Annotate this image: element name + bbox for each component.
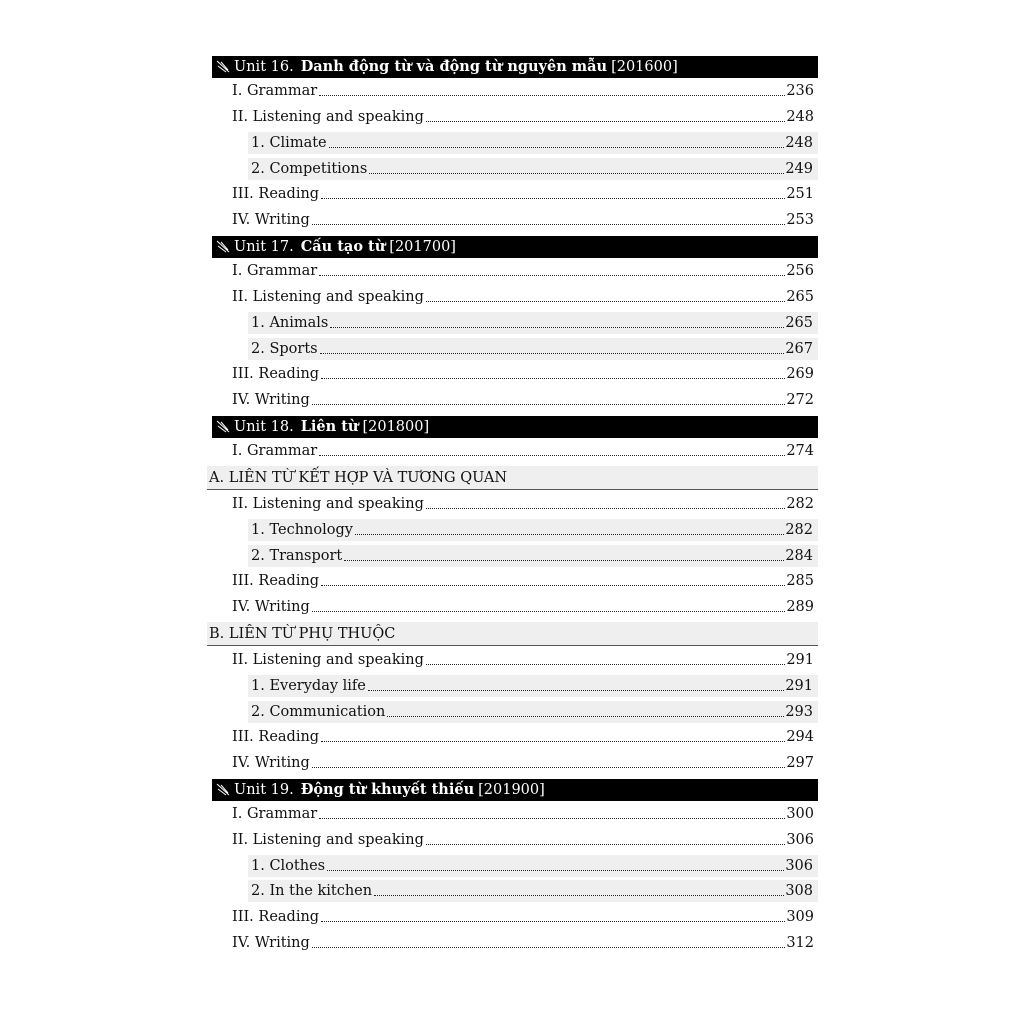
entry-label: 1. Everyday life: [251, 678, 366, 694]
dot-leader: [426, 301, 785, 302]
dot-leader: [319, 818, 785, 819]
toc-entry[interactable]: [232, 389, 814, 411]
quill-pen-icon: [216, 60, 230, 74]
dot-leader: [321, 585, 785, 586]
section-header: A. LIÊN TỪ KẾT HỢP VÀ TƯƠNG QUAN: [207, 466, 818, 490]
dot-leader: [327, 870, 784, 871]
page-number: 294: [786, 729, 814, 745]
dot-leader: [319, 275, 785, 276]
page-number: 274: [786, 443, 814, 459]
page-number: 306: [786, 832, 814, 848]
page-number: 312: [786, 935, 814, 951]
quill-pen-icon: [216, 240, 230, 254]
toc-subentry[interactable]: [248, 312, 818, 334]
toc-entry[interactable]: [232, 286, 814, 308]
dot-leader: [387, 716, 784, 717]
unit-code: [201900]: [478, 782, 545, 798]
unit-number: Unit 16.: [234, 59, 294, 75]
page-number: 300: [786, 806, 814, 822]
quill-pen-icon: [216, 783, 230, 797]
dot-leader: [312, 767, 786, 768]
page-number: 297: [786, 755, 814, 771]
entry-label: IV. Writing: [232, 935, 310, 951]
entry-label: II. Listening and speaking: [232, 832, 424, 848]
unit-header[interactable]: [212, 236, 818, 258]
page-number: 285: [786, 573, 814, 589]
page-number: 309: [786, 909, 814, 925]
dot-leader: [321, 741, 785, 742]
unit-code: [201800]: [362, 419, 430, 435]
toc-entry[interactable]: [232, 106, 814, 128]
dot-leader: [329, 147, 785, 148]
toc-entry[interactable]: [232, 570, 814, 592]
page-number: 248: [785, 135, 813, 151]
dot-leader: [321, 378, 785, 379]
page-number: 282: [786, 496, 814, 512]
unit-code: [201700]: [389, 239, 456, 255]
toc-entry[interactable]: [232, 752, 814, 774]
unit-header[interactable]: [212, 779, 818, 801]
dot-leader: [321, 921, 785, 922]
page-number: 289: [786, 599, 814, 615]
page-number: 293: [785, 704, 813, 720]
toc-entry[interactable]: [232, 829, 814, 851]
toc-entry[interactable]: [232, 493, 814, 515]
unit-number: Unit 19.: [234, 782, 294, 798]
section-header: B. LIÊN TỪ PHỤ THUỘC: [207, 622, 818, 646]
entry-label: I. Grammar: [232, 443, 318, 459]
page-number: 272: [786, 392, 814, 408]
entry-label: II. Listening and speaking: [232, 496, 424, 512]
dot-leader: [355, 534, 784, 535]
toc-subentry[interactable]: [248, 880, 818, 902]
page-number: 306: [785, 858, 813, 874]
entry-label: III. Reading: [232, 573, 320, 589]
unit-header[interactable]: [212, 416, 818, 438]
toc-subentry[interactable]: [248, 132, 818, 154]
dot-leader: [426, 844, 785, 845]
dot-leader: [320, 353, 785, 354]
toc-subentry[interactable]: [248, 338, 818, 360]
toc-entry[interactable]: [232, 649, 814, 671]
entry-label: 2. In the kitchen: [251, 883, 373, 899]
toc-entry[interactable]: [232, 363, 814, 385]
entry-label: I. Grammar: [232, 83, 318, 99]
entry-label: 1. Clothes: [251, 858, 326, 874]
toc-entry[interactable]: [232, 260, 814, 282]
entry-label: III. Reading: [232, 366, 320, 382]
unit-number: Unit 17.: [234, 239, 294, 255]
toc-entry[interactable]: [232, 183, 814, 205]
page-number: 249: [785, 161, 813, 177]
entry-label: I. Grammar: [232, 263, 318, 279]
page-number: 284: [785, 548, 813, 564]
dot-leader: [312, 947, 786, 948]
toc-entry[interactable]: [232, 80, 814, 102]
entry-label: II. Listening and speaking: [232, 109, 424, 125]
dot-leader: [344, 560, 784, 561]
entry-label: IV. Writing: [232, 212, 310, 228]
entry-label: II. Listening and speaking: [232, 652, 424, 668]
entry-label: 2. Transport: [251, 548, 343, 564]
toc-subentry[interactable]: [248, 855, 818, 877]
page-number: 253: [786, 212, 814, 228]
page-number: 267: [785, 341, 813, 357]
toc-entry[interactable]: [232, 906, 814, 928]
entry-label: IV. Writing: [232, 599, 310, 615]
toc-entry[interactable]: [232, 803, 814, 825]
dot-leader: [330, 327, 784, 328]
toc-subentry[interactable]: [248, 675, 818, 697]
dot-leader: [426, 664, 785, 665]
dot-leader: [426, 121, 785, 122]
unit-header[interactable]: [212, 56, 818, 78]
dot-leader: [319, 95, 785, 96]
toc-subentry[interactable]: [248, 701, 818, 723]
page-number: 248: [786, 109, 814, 125]
unit-title: Liên từ: [300, 418, 359, 435]
page-number: 291: [785, 678, 813, 694]
dot-leader: [374, 895, 784, 896]
quill-pen-icon: [216, 420, 230, 434]
page-number: 256: [786, 263, 814, 279]
toc-entry[interactable]: [232, 596, 814, 618]
entry-label: 1. Technology: [251, 522, 353, 538]
toc-subentry[interactable]: [248, 545, 818, 567]
page-number: 265: [786, 289, 814, 305]
unit-title: Danh động từ và động từ nguyên mẫu: [300, 58, 608, 75]
page-number: 308: [785, 883, 813, 899]
page-number: 269: [786, 366, 814, 382]
page-number: 251: [786, 186, 814, 202]
unit-code: [201600]: [611, 59, 678, 75]
entry-label: II. Listening and speaking: [232, 289, 424, 305]
page-number: 265: [785, 315, 813, 331]
entry-label: III. Reading: [232, 729, 320, 745]
dot-leader: [312, 611, 786, 612]
dot-leader: [312, 224, 786, 225]
toc-entry[interactable]: [232, 932, 814, 954]
entry-label: III. Reading: [232, 909, 320, 925]
entry-label: 1. Animals: [251, 315, 329, 331]
entry-label: III. Reading: [232, 186, 320, 202]
unit-number: Unit 18.: [234, 419, 294, 435]
unit-title: Cấu tạo từ: [300, 238, 386, 255]
toc-subentry[interactable]: [248, 519, 818, 541]
entry-label: I. Grammar: [232, 806, 318, 822]
dot-leader: [321, 198, 785, 199]
toc-subentry[interactable]: [248, 158, 818, 180]
page-number: 236: [786, 83, 814, 99]
entry-label: IV. Writing: [232, 392, 310, 408]
entry-label: 2. Communication: [251, 704, 386, 720]
entry-label: IV. Writing: [232, 755, 310, 771]
entry-label: 1. Climate: [251, 135, 327, 151]
entry-label: 2. Sports: [251, 341, 318, 357]
page-number: 282: [785, 522, 813, 538]
entry-label: 2. Competitions: [251, 161, 368, 177]
dot-leader: [312, 404, 786, 405]
toc-entry[interactable]: [232, 209, 814, 231]
unit-title: Động từ khuyết thiếu: [300, 781, 475, 798]
toc-entry[interactable]: [232, 726, 814, 748]
dot-leader: [369, 173, 784, 174]
dot-leader: [368, 690, 784, 691]
dot-leader: [426, 508, 785, 509]
toc-entry[interactable]: [232, 440, 814, 462]
page-number: 291: [786, 652, 814, 668]
dot-leader: [319, 455, 785, 456]
